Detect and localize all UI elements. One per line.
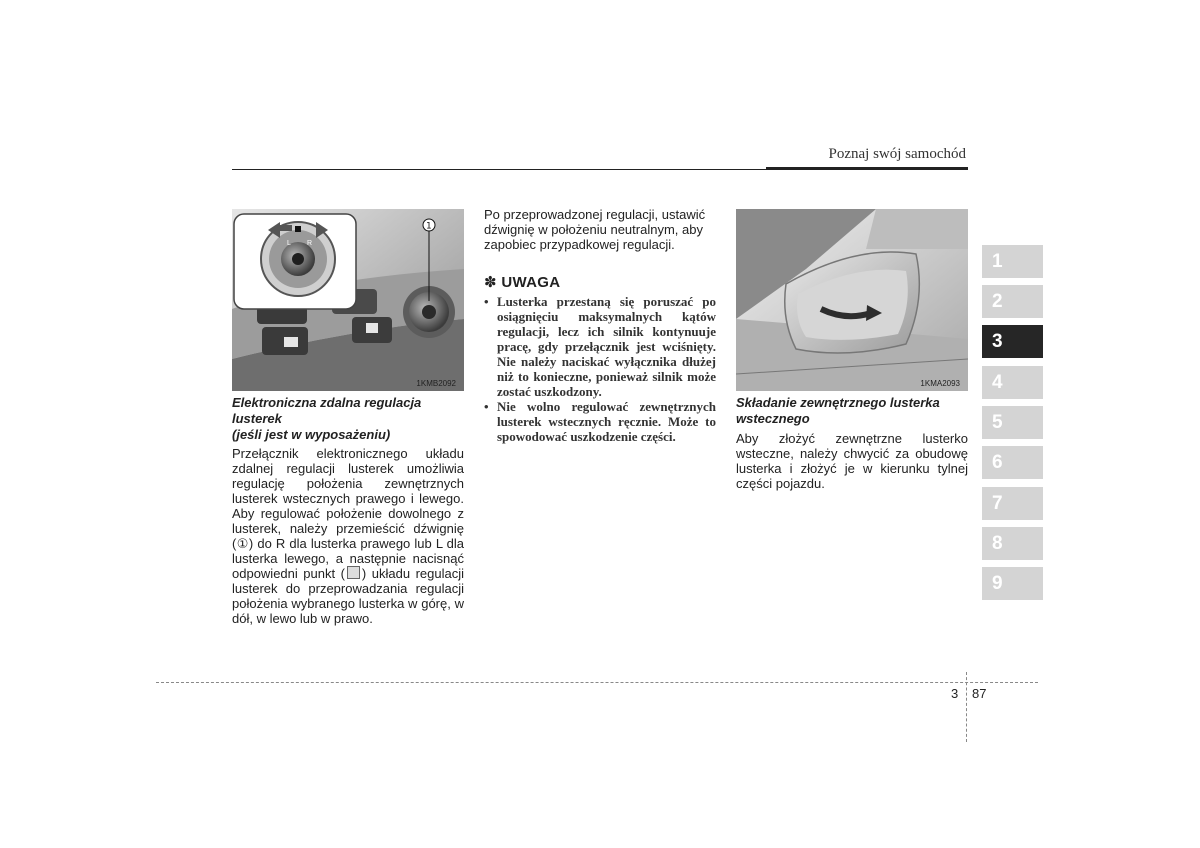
section-heading-remote-mirrors	[232, 395, 464, 443]
header-rule	[232, 169, 766, 170]
folding-mirror-illustration	[736, 209, 968, 391]
warning-item: • Nie wolno regulować zewnętrznych lusterek wstecznych ręcznie. Może to spowodować uszkodzenie części.	[484, 399, 716, 444]
heading-line: Elektroniczna zdalna regulacja	[232, 395, 422, 410]
chapter-tab-9[interactable]: 9	[982, 567, 1043, 600]
chapter-tab-3[interactable]: 3	[982, 325, 1043, 358]
figure-code: 1KMA2093	[920, 379, 960, 388]
warning-list	[484, 294, 716, 444]
mirror-switch-illustration	[232, 209, 464, 391]
folding-mirror-description: Aby złożyć zewnętrzne lusterko wsteczne, należy chwycić za obudowę lusterka i złożyć je w kierunku tylnej części pojazdu.	[736, 431, 968, 491]
mirror-switch-figure	[232, 209, 464, 391]
paragraph-part: Przełącznik elektronicznego układu zdalnej regulacji lusterek umożliwia regulację położenia zewnętrznych lusterek wstecznych prawego i lewego. Aby regulować położenie dowolnego z lusterek, należy przemieścić dźwignię (①) do R dla lusterka prawego lub L dla lusterka lewego, a następnie nacisnąć odpowiedni punkt (	[232, 446, 464, 581]
chapter-tab-5[interactable]: 5	[982, 406, 1043, 439]
figure-code: 1KMB2092	[416, 379, 456, 388]
footer-rule	[156, 682, 1038, 683]
page-number: 87	[972, 686, 987, 701]
adjust-point-icon	[347, 566, 360, 579]
warning-title: ✽ UWAGA	[484, 274, 561, 291]
header-rule-accent	[766, 167, 968, 170]
right-letter: R	[307, 240, 313, 247]
footer-chapter-number: 3	[951, 686, 959, 701]
chapter-tab-6[interactable]: 6	[982, 446, 1043, 479]
chapter-tab-8[interactable]: 8	[982, 527, 1043, 560]
footer-divider	[966, 672, 967, 742]
warning-item: • Lusterka przestaną się poruszać po osiągnięciu maksymalnych kątów regulacji, lecz ich silnik kontynuuje pracę, gdy przełącznik jest wciśnięty. Nie należy naciskać wyłącznika dłużej niż to konieczne, ponieważ silnik może zostać uszkodzony.	[484, 294, 716, 399]
section-heading-folding-mirror	[736, 395, 968, 427]
chapter-tab-1[interactable]: 1	[982, 245, 1043, 278]
paragraph-part: ) układu regulacji lusterek do przeprowadzania regulacji położenia wybranego lusterka w górę, w dół, w lewo lub w prawo.	[232, 566, 464, 626]
chapter-tab-4[interactable]: 4	[982, 366, 1043, 399]
heading-line: lusterek	[232, 411, 282, 426]
remote-mirror-description	[232, 446, 464, 626]
heading-line: Składanie zewnętrznego lusterka	[736, 395, 940, 410]
neutral-position-note: Po przeprowadzonej regulacji, ustawić dźwignię w położeniu neutralnym, aby zapobiec przypadkowej regulacji.	[484, 207, 706, 252]
callout-number: 1	[426, 221, 432, 232]
heading-line: wstecznego	[736, 411, 810, 426]
chapter-tab-7[interactable]: 7	[982, 487, 1043, 520]
chapter-tab-2[interactable]: 2	[982, 285, 1043, 318]
section-title: Poznaj swój samochód	[828, 146, 966, 162]
mirror-fold-figure	[736, 209, 968, 391]
heading-line: (jeśli jest w wyposażeniu)	[232, 427, 391, 442]
left-letter: L	[287, 240, 291, 247]
